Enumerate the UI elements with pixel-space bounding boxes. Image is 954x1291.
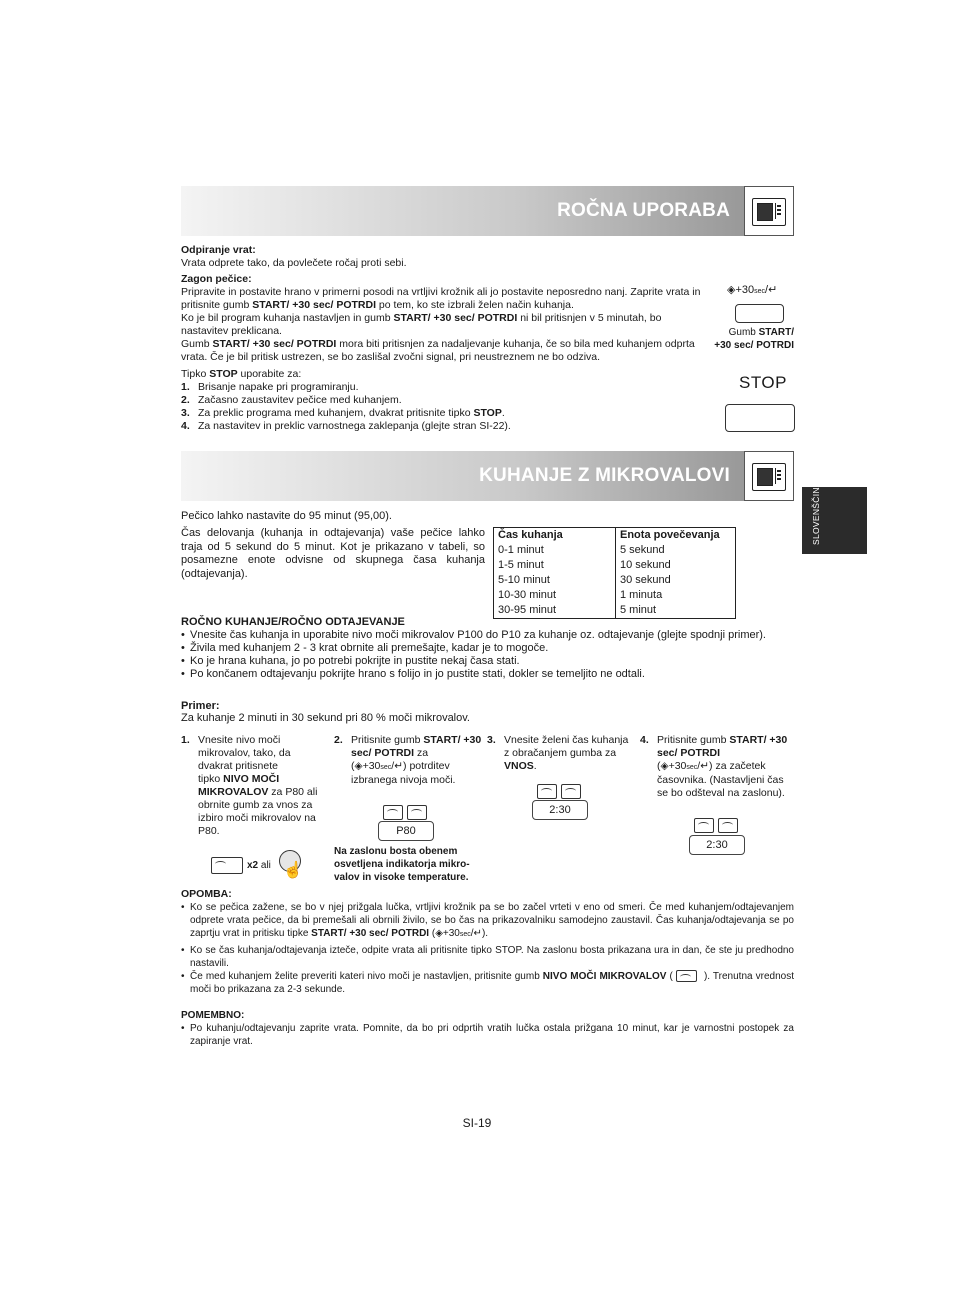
section-title: ROČNA UPORABA xyxy=(557,200,730,221)
microwave-icon xyxy=(752,198,786,226)
start-button-illustration xyxy=(735,304,784,323)
list-item: • Vnesite čas kuhanja in uporabite nivo moči mikrovalov P100 do P10 za kuhanje oz. odtajevanje (glejte spodnji primer). xyxy=(181,629,794,642)
page-number: SI-19 xyxy=(462,1116,492,1130)
important-bullets xyxy=(181,1022,794,1048)
stop-intro: Tipko STOP uporabite za: xyxy=(181,368,302,380)
note-heading: OPOMBA: xyxy=(181,888,232,900)
list-item: 3. Za preklic programa med kuhanjem, dvakrat pritisnite tipko STOP. xyxy=(181,407,505,419)
display-time: 2:30 xyxy=(532,800,588,820)
table-row: 30-95 minut 5 minut xyxy=(494,603,736,619)
start-paragraph-1: Pripravite in postavite hrano v primerni posodi na vrtljivi krožnik ali jo postavite neposredno nanj. Zaprite vrata in pritisnite gumb START/ +30 sec/ POTRDI po tem, ko ste izbrali želen način kuhanja. xyxy=(181,286,701,311)
table-row: 0-1 minut 5 sekund xyxy=(494,543,736,558)
start-button-caption: Gumb START/ +30 sec/ POTRDI xyxy=(714,327,794,351)
start-diamond-icon: ◈ xyxy=(435,928,443,939)
microwave-icon-box xyxy=(744,186,794,236)
stop-button-illustration xyxy=(725,404,795,432)
increment-table xyxy=(493,527,736,619)
table-row: 10-30 minut 1 minuta xyxy=(494,588,736,603)
start-button-symbol: ◈+30sec/↵ xyxy=(727,284,778,296)
table-header-row: Čas kuhanja Enota povečevanja xyxy=(494,528,736,544)
power-level-button-icon xyxy=(211,857,247,874)
duration-text: Čas delovanja (kuhanja in odtajevanja) vaše pečice lahko traja od 5 sekund do 5 minut. Kot je prikazano v tabeli, so posamezne enote odvisne od skupnega časa kuhanja (odtajevanja). xyxy=(181,527,485,580)
list-item: 1. Brisanje napake pri programiranju. xyxy=(181,381,359,393)
enter-arrow-icon: ↵ xyxy=(768,284,778,296)
start-diamond-icon: ◈ xyxy=(354,760,363,772)
list-item: • Ko je hrana kuhana, jo po potrebi pokrijte in pustite nekaj časa stati. xyxy=(181,655,794,668)
list-item: • Če med kuhanjem želite preveriti kateri nivo moči je nastavljen, pritisnite gumb NIVO MOČI MIKROVALOV ( ). Trenutna vrednost moči bo prikazana za 2-3 sekunde. xyxy=(181,970,794,996)
display-indicators xyxy=(383,805,431,820)
list-item: 4. Za nastavitev in preklic varnostnega zaklepanja (glejte stran SI-22). xyxy=(181,420,511,432)
x2-label: x2 ali xyxy=(247,860,271,871)
enter-arrow-icon: ↵ xyxy=(394,760,404,772)
table-row: 1-5 minut 10 sekund xyxy=(494,558,736,573)
enter-arrow-icon: ↵ xyxy=(473,928,482,939)
example-text: Za kuhanje 2 minuti in 30 sekund pri 80 % moči mikrovalov. xyxy=(181,712,470,724)
display-indicators xyxy=(537,784,585,799)
manual-bullets xyxy=(181,629,794,681)
list-item: • Po kuhanju/odtajevanju zaprite vrata. Pomnite, da bo pri odprtih vratih lučka ostala prižgana 10 minut, kar je varnostni postopek za zapiranje vrat. xyxy=(181,1022,794,1048)
table-row: 5-10 minut 30 sekund xyxy=(494,573,736,588)
start-heading: Zagon pečice: xyxy=(181,273,252,285)
door-text: Vrata odprete tako, da povlečete ročaj proti sebi. xyxy=(181,257,407,269)
start-paragraph-2: Ko je bil program kuhanja nastavljen in gumb START/ +30 sec/ POTRDI ni bil pritisnjen v 5 minutah, bo nastavitev preklicana. xyxy=(181,312,662,337)
hand-icon: ☝ xyxy=(283,862,303,879)
list-item: • Ko se čas kuhanja/odtajevanja izteče, odpite vrata ali pritisnite tipko STOP. Na zaslonu bosta prikazana ura in dan, če ste ju predhodno nastavili. xyxy=(181,944,794,970)
list-item: • Ko se pečica zažene, se bo v njej prižgala lučka, vrtljivi krožnik pa se bo začel vrteti v eno od smeri. Če med kuhanjem/odtajevanjem odprete vrata pečice, da bi premešali ali obrnili živilo, se bo čas na prikazovalniku samodejno zaustavil. Čas kuhanja/odtajevanja se po zaprtju vrat in pritisku tipke START/ +30 sec/ POTRDI (◈+30sec/↵). xyxy=(181,901,794,941)
start-diamond-icon: ◈ xyxy=(660,760,669,772)
list-item: 2. Začasno zaustavitev pečice med kuhanjem. xyxy=(181,394,402,406)
note-bullets xyxy=(181,901,794,996)
microwave-icon xyxy=(752,463,786,491)
language-tab: SLOVENŠČINA xyxy=(802,487,867,554)
enter-arrow-icon: ↵ xyxy=(700,760,710,772)
stop-uses-list xyxy=(181,381,721,433)
max-time-text: Pečico lahko nastavite do 95 minut (95,00). xyxy=(181,510,392,522)
display-time: 2:30 xyxy=(689,835,745,855)
stop-label: STOP xyxy=(739,373,787,392)
power-level-icon xyxy=(676,970,697,982)
display-indicators xyxy=(694,818,742,833)
microwave-icon-box xyxy=(744,451,794,501)
start-paragraph-3: Gumb START/ +30 sec/ POTRDI mora biti pritisnjen za nadaljevanje kuhanja, če so bila med kuhanjem odprta vrata. Če je bil pritisk ustrezen, se bo zaslišal zvočni signal, pri neustreznem ne bo odziva. xyxy=(181,338,695,363)
section-title: KUHANJE Z MIKROVALOVI xyxy=(479,465,730,486)
section-header-manual-use xyxy=(181,186,794,236)
list-item: • Živila med kuhanjem 2 - 3 krat obrnite ali premešajte, kadar je to mogoče. xyxy=(181,642,794,655)
important-heading: POMEMBNO: xyxy=(181,1010,245,1021)
section-header-microwave-cooking xyxy=(181,451,794,501)
list-item: • Po končanem odtajevanju pokrijte hrano s folijo in jo pustite stati, dokler se temeljito ne odtali. xyxy=(181,668,794,681)
start-diamond-icon: ◈ xyxy=(727,284,736,296)
manual-heading: ROČNO KUHANJE/ROČNO ODTAJEVANJE xyxy=(181,616,405,628)
door-heading: Odpiranje vrat: xyxy=(181,244,256,256)
example-heading: Primer: xyxy=(181,700,220,712)
step-2-note: Na zaslonu bosta obenem osvetljena indikatorja mikro-valov in visoke temperature. xyxy=(334,846,470,883)
display-p80: P80 xyxy=(378,821,434,841)
